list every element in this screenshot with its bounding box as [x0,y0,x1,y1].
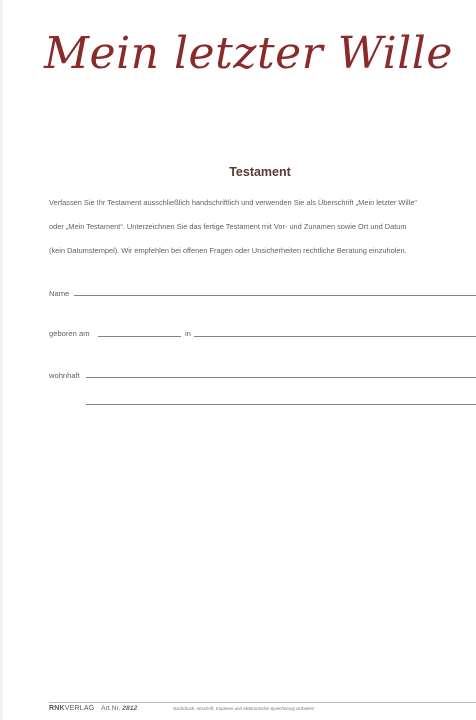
brand-bold: RNK [49,705,65,712]
publisher-brand [49,705,94,712]
birthplace-label: in [185,329,191,338]
intro-line: Verfassen Sie Ihr Testament ausschließlich handschriftlich und verwenden Sie als Überschrift „Mein letzter Wille“ [49,198,417,207]
brand-rest: VERLAG [64,705,95,712]
born-label: geboren am [49,329,90,338]
page-heading: Testament [229,165,291,179]
article-number [101,705,137,712]
residence-field-line[interactable] [86,377,476,378]
intro-line: oder „Mein Testament“. Unterzeichnen Sie das fertige Testament mit Vor- und Zunamen sowie Ort und Datum [49,222,407,231]
page-edge [0,0,3,720]
article-value: 2812 [122,705,138,712]
name-label: Name [49,289,70,298]
name-field-line[interactable] [74,295,476,296]
article-label: Art.Nr. [101,705,121,712]
birthplace-field-line[interactable] [194,336,476,337]
residence-field-line-2[interactable] [86,404,476,405]
footer-divider [49,702,476,703]
copyright-notice: Nachdruck, Abschrift, Kopieren und elektronische Speicherung verboten! [173,706,315,711]
intro-line: (kein Datumstempel). Wir empfehlen bei offenen Fragen oder Unsicherheiten rechtliche Beratung einzuholen. [49,246,407,255]
residence-label: wohnhaft [49,371,80,380]
script-title: Mein letzter Wille [44,28,453,79]
intro-paragraph [49,185,476,269]
birth-date-field-line[interactable] [98,336,181,337]
